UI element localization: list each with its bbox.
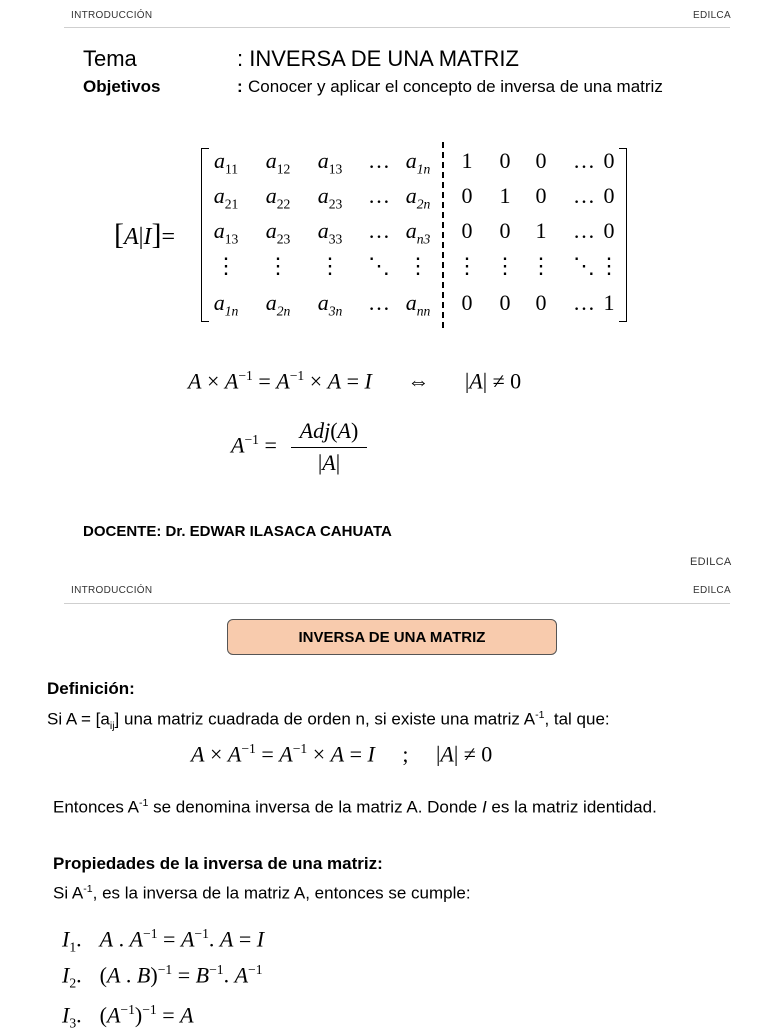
tema-label: Tema xyxy=(83,46,137,71)
section-title: INVERSA DE UNA MATRIZ xyxy=(298,628,486,646)
page1-footer-right: EDILCA xyxy=(690,556,732,568)
property-2: $I_2$. (A . $B)^{-1} = B^{-1}$. $A^{-1}$ xyxy=(62,962,263,991)
matrix-i-cell-2-0: 0 xyxy=(461,218,473,243)
matrix-i-cell-1-4: 0 xyxy=(603,183,615,208)
matrix-i-cell-3-3: ⋱ xyxy=(573,253,595,278)
matrix-i-cell-3-4: ⋮ xyxy=(598,253,620,278)
page2-header-left: INTRODUCCIÓN xyxy=(71,585,153,596)
matrix-a-cell-2-1: $a_{23}$ xyxy=(265,218,291,247)
matrix-a-cell-3-3: ⋱ xyxy=(368,253,390,278)
propiedades-label: Propiedades de la inversa de una matriz: xyxy=(53,854,383,873)
page2-header-rule xyxy=(64,603,730,604)
matrix-a-cell-1-3: … xyxy=(368,183,390,208)
tema-value: : INVERSA DE UNA MATRIZ xyxy=(237,46,519,71)
matrix-a-cell-0-3: … xyxy=(368,148,390,173)
matrix-a-cell-0-4: $a_{1n}$ xyxy=(405,148,431,177)
matrix-a-cell-0-0: $a_{11}$ xyxy=(213,148,239,177)
section-title-box xyxy=(227,619,557,655)
matrix-a-cell-4-0: $a_{1n}$ xyxy=(213,290,239,319)
matrix-i-cell-3-0: ⋮ xyxy=(456,253,478,278)
matrix-i-cell-1-3: … xyxy=(573,183,595,208)
matrix-i-cell-2-3: … xyxy=(573,218,595,243)
matrix-i-cell-4-0: 0 xyxy=(461,290,473,315)
docente: DOCENTE: Dr. EDWAR ILASACA CAHUATA xyxy=(83,523,392,540)
property-1: $I_1$. A . $A^{-1} = A^{-1}$. A = I xyxy=(62,926,265,955)
matrix-a-cell-4-3: … xyxy=(368,290,390,315)
matrix-a-cell-3-1: ⋮ xyxy=(267,253,289,278)
matrix-i-cell-4-4: 1 xyxy=(603,290,615,315)
matrix-i-cell-4-3: … xyxy=(573,290,595,315)
objetivos-value: Conocer y aplicar el concepto de inversa de una matriz xyxy=(248,77,663,96)
matrix-a-cell-2-0: $a_{13}$ xyxy=(213,218,239,247)
matrix-a-cell-3-4: ⋮ xyxy=(407,253,429,278)
propiedades-intro: Si $A^{-1}$, es la inversa de la matriz A, entonces se cumple: xyxy=(53,883,471,903)
matrix-i-cell-1-0: 0 xyxy=(461,183,473,208)
matrix-a-cell-4-2: $a_{3n}$ xyxy=(317,290,343,319)
matrix-a-cell-3-0: ⋮ xyxy=(215,253,237,278)
matrix-a-cell-2-4: $a_{n3}$ xyxy=(405,218,431,247)
matrix-dashed-separator xyxy=(442,142,444,328)
entonces-paragraph: Entonces $A^{-1}$ se denomina inversa de la matriz A. Donde I es la matriz identidad. xyxy=(53,797,657,817)
page2-header-right: EDILCA xyxy=(693,585,731,596)
matrix-i-cell-2-2: 1 xyxy=(535,218,547,243)
matrix-i-cell-3-1: ⋮ xyxy=(494,253,516,278)
matrix-lhs: [A|I]= xyxy=(114,218,176,251)
property-3: $I_3$. $(A^{-1})^{-1} = A$ xyxy=(62,1002,194,1031)
matrix-i-cell-0-2: 0 xyxy=(535,148,547,173)
matrix-i-cell-4-1: 0 xyxy=(499,290,511,315)
matrix-i-cell-3-2: ⋮ xyxy=(530,253,552,278)
matrix-a-cell-1-0: $a_{21}$ xyxy=(213,183,239,212)
matrix-a-cell-0-1: $a_{12}$ xyxy=(265,148,291,177)
matrix-a-cell-2-3: … xyxy=(368,218,390,243)
matrix-a-cell-1-4: $a_{2n}$ xyxy=(405,183,431,212)
matrix-a-cell-1-1: $a_{22}$ xyxy=(265,183,291,212)
definicion-label: Definición: xyxy=(47,679,135,698)
page1-header-right: EDILCA xyxy=(693,10,731,21)
inverse-identity-formula: $A \times A^{-1} = A^{-1} \times A = I$ ⇔ |A| ≠ 0 xyxy=(188,368,522,394)
page1-header-left: INTRODUCCIÓN xyxy=(71,10,153,21)
definition-formula: $A \times A^{-1} = A^{-1} \times A = I$ ; |A| ≠ 0 xyxy=(191,741,493,767)
objetivos-colon: : xyxy=(237,77,243,96)
matrix-i-cell-0-4: 0 xyxy=(603,148,615,173)
matrix-a-cell-4-4: $a_{nn}$ xyxy=(405,290,431,319)
matrix-i-cell-0-1: 0 xyxy=(499,148,511,173)
matrix-i-cell-1-1: 1 xyxy=(499,183,511,208)
matrix-a-cell-2-2: $a_{33}$ xyxy=(317,218,343,247)
matrix-i-cell-0-3: … xyxy=(573,148,595,173)
matrix-i-cell-2-1: 0 xyxy=(499,218,511,243)
objetivos-label: Objetivos xyxy=(83,77,161,96)
augmented-matrix xyxy=(0,0,768,340)
matrix-a-cell-4-1: $a_{2n}$ xyxy=(265,290,291,319)
matrix-i-cell-0-0: 1 xyxy=(461,148,473,173)
matrix-i-cell-1-2: 0 xyxy=(535,183,547,208)
matrix-i-cell-4-2: 0 xyxy=(535,290,547,315)
definition-text: Si $A = [a_{ij}]$ una matriz cuadrada de orden n, si existe una matriz $A^{-1}$, tal que: xyxy=(47,709,610,733)
matrix-a-cell-3-2: ⋮ xyxy=(319,253,341,278)
matrix-i-cell-2-4: 0 xyxy=(603,218,615,243)
matrix-a-cell-0-2: $a_{13}$ xyxy=(317,148,343,177)
matrix-a-cell-1-2: $a_{23}$ xyxy=(317,183,343,212)
